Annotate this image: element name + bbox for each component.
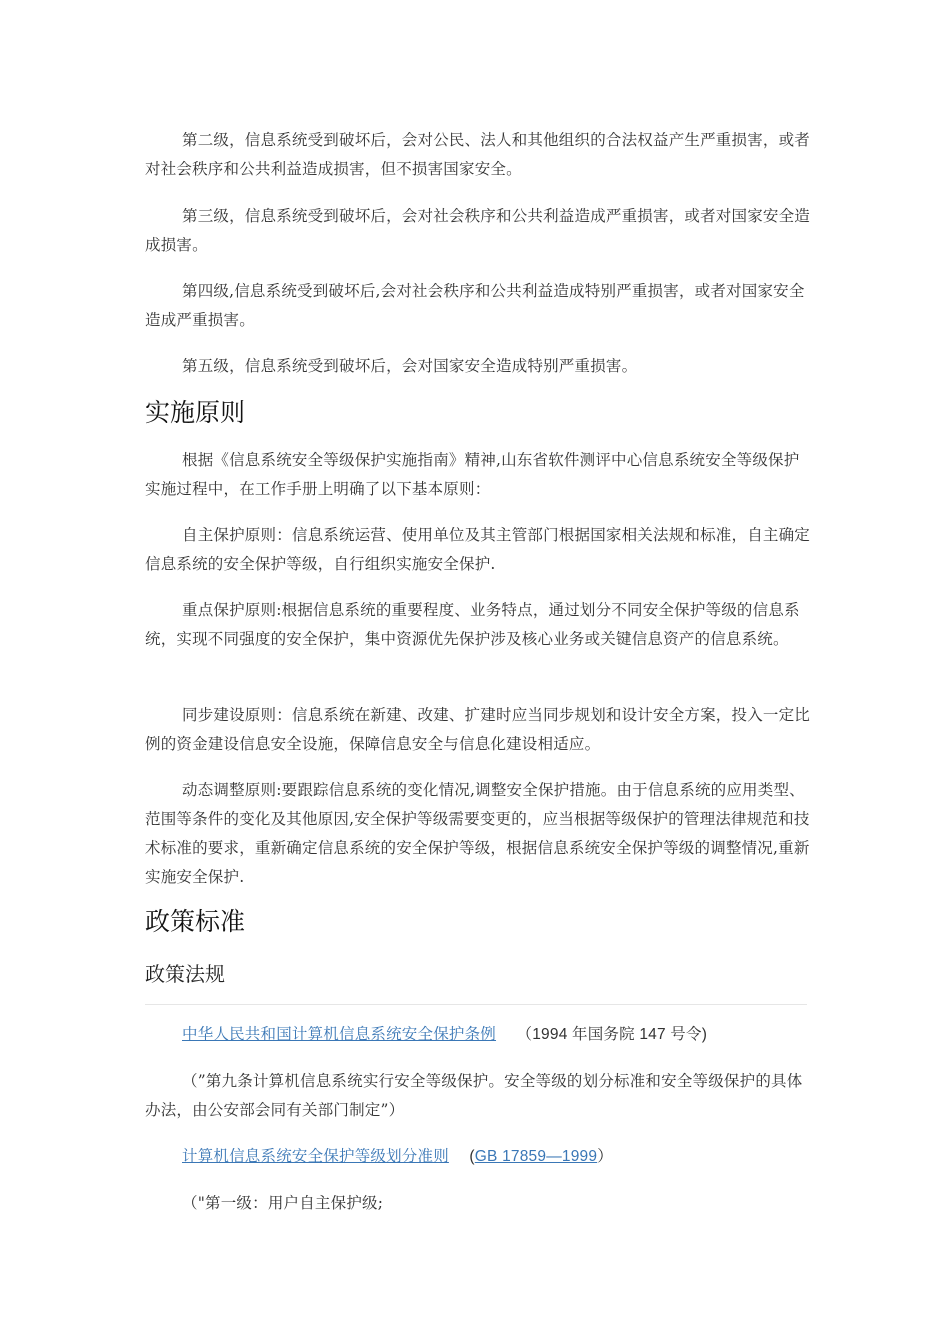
regulation-2-quote: （"第一级：用户自主保护级; [182,1194,384,1212]
paragraph-level-4: 第四级,信息系统受到破坏后,会对社会秩序和公共利益造成特别严重损害，或者对国家安全造成严重损害。 [145,282,805,329]
paragraph-dynamic-principle: 动态调整原则:要跟踪信息系统的变化情况,调整安全保护措施。由于信息系统的应用类型、范围等条件的变化及其他原因,安全保护等级需要变更的，应当根据等级保护的管理法律规范和技术标准的要求，重新确定信息系统的安全保护等级，根据信息系统安全保护等级的调整情况,重新实施安全保护. [145,781,810,886]
heading-policy-regulations: 政策法规 [145,962,225,986]
regulation-2-link[interactable]: 计算机信息系统安全保护等级划分准则 [182,1147,449,1165]
paragraph-level-2: 第二级，信息系统受到破坏后，会对公民、法人和其他组织的合法权益产生严重损害，或者对社会秩序和公共利益造成损害，但不损害国家安全。 [145,131,811,178]
section-divider [145,1004,807,1005]
regulation-1-line [145,1020,810,1049]
paragraph-autonomous-principle: 自主保护原则：信息系统运营、使用单位及其主管部门根据国家相关法规和标准，自主确定信息系统的安全保护等级，自行组织实施安全保护. [145,526,811,573]
paragraph-principles-intro: 根据《信息系统安全等级保护实施指南》精神,山东省软件测评中心信息系统安全等级保护实施过程中，在工作手册上明确了以下基本原则： [145,451,800,498]
paragraph-level-5: 第五级，信息系统受到破坏后，会对国家安全造成特别严重损害。 [182,357,638,375]
regulation-2-close-paren: ） [597,1147,613,1165]
regulation-1-link[interactable]: 中华人民共和国计算机信息系统安全保护条例 [182,1025,497,1043]
paragraph-sync-principle: 同步建设原则：信息系统在新建、改建、扩建时应当同步规划和设计安全方案，投入一定比例的资金建设信息安全设施，保障信息安全与信息化建设相适应。 [145,706,811,753]
regulation-1-note: （1994 年国务院 147 号令) [516,1026,708,1043]
heading-policy-standards: 政策标准 [145,907,246,936]
regulation-2-line [145,1142,810,1171]
paragraph-level-3: 第三级，信息系统受到破坏后，会对社会秩序和公共利益造成严重损害，或者对国家安全造成损害。 [145,207,811,254]
regulation-2-open-paren: ( [469,1148,475,1165]
regulation-1-quote: （”第九条计算机信息系统实行安全等级保护。安全等级的划分标准和安全等级保护的具体办法，由公安部会同有关部门制定”） [145,1072,803,1119]
paragraph-key-principle: 重点保护原则:根据信息系统的重要程度、业务特点，通过划分不同安全保护等级的信息系统，实现不同强度的安全保护，集中资源优先保护涉及核心业务或关键信息资产的信息系统。 [145,601,800,648]
regulation-2-code-link[interactable]: GB 17859—1999 [474,1148,598,1165]
heading-principles: 实施原则 [145,398,246,427]
